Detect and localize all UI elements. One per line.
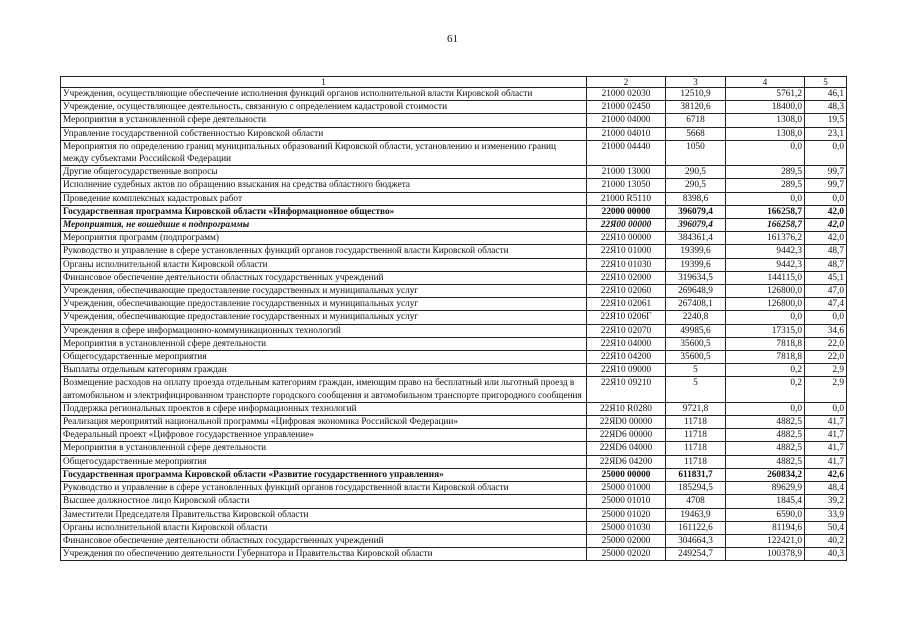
- row-value-actual: 9442,3: [726, 245, 805, 258]
- row-value-plan: 5: [666, 377, 726, 402]
- column-header: 1: [61, 77, 587, 88]
- row-name: Мероприятия по определению границ муниципальных образований Кировской области, установлению и изменению границ между субъектами Российской Федерации: [61, 140, 587, 165]
- row-value-actual: 166258,7: [726, 219, 805, 232]
- row-value-actual: 289,5: [726, 166, 805, 179]
- row-value-percent: 0,0: [805, 140, 847, 165]
- row-value-percent: 0,0: [805, 402, 847, 415]
- row-code: 22Я10 04000: [587, 337, 666, 350]
- row-name: Мероприятия в установленной сфере деятельности: [61, 114, 587, 127]
- row-value-percent: 48,7: [805, 245, 847, 258]
- row-value-percent: 0,0: [805, 192, 847, 205]
- page-number: 61: [447, 33, 458, 45]
- row-code: 21000 R5110: [587, 192, 666, 205]
- row-value-actual: 18400,0: [726, 101, 805, 114]
- row-name: Мероприятия в установленной сфере деятельности: [61, 337, 587, 350]
- table-row: [61, 127, 847, 140]
- row-name: Федеральный проект «Цифровое государственное управление»: [61, 429, 587, 442]
- row-name: Общегосударственные мероприятия: [61, 351, 587, 364]
- row-value-plan: 304664,3: [666, 534, 726, 547]
- row-value-actual: 7818,8: [726, 351, 805, 364]
- table-row: [61, 377, 847, 402]
- row-value-actual: 260834,2: [726, 468, 805, 481]
- row-name: Заместители Председателя Правительства Кировской области: [61, 508, 587, 521]
- row-value-actual: 81194,6: [726, 521, 805, 534]
- row-value-percent: 48,4: [805, 482, 847, 495]
- table-row: [61, 232, 847, 245]
- row-value-percent: 47,0: [805, 285, 847, 298]
- row-value-actual: 144115,0: [726, 271, 805, 284]
- table-row: [61, 364, 847, 377]
- row-code: 21000 04010: [587, 127, 666, 140]
- row-name: Государственная программа Кировской области «Развитие государственного управления»: [61, 468, 587, 481]
- row-value-plan: 35600,5: [666, 337, 726, 350]
- row-code: 22Я10 02060: [587, 285, 666, 298]
- row-name: Общегосударственные мероприятия: [61, 455, 587, 468]
- row-value-actual: 0,0: [726, 311, 805, 324]
- row-value-percent: 47,4: [805, 298, 847, 311]
- row-value-plan: 185294,5: [666, 482, 726, 495]
- row-value-plan: 2240,8: [666, 311, 726, 324]
- row-value-actual: 126800,0: [726, 285, 805, 298]
- row-value-percent: 42,0: [805, 219, 847, 232]
- row-value-actual: 0,0: [726, 192, 805, 205]
- row-value-percent: 50,4: [805, 521, 847, 534]
- row-value-plan: 38120,6: [666, 101, 726, 114]
- budget-table: [60, 76, 847, 561]
- row-code: 21000 04440: [587, 140, 666, 165]
- row-value-plan: 319634,5: [666, 271, 726, 284]
- row-value-percent: 41,7: [805, 416, 847, 429]
- row-value-actual: 17315,0: [726, 324, 805, 337]
- row-value-plan: 11718: [666, 455, 726, 468]
- row-value-percent: 99,7: [805, 166, 847, 179]
- row-name: Учреждение, осуществляющее деятельность, связанную с определением кадастровой стоимости: [61, 101, 587, 114]
- table-row: [61, 114, 847, 127]
- row-value-actual: 1308,0: [726, 127, 805, 140]
- table-row: [61, 245, 847, 258]
- row-value-plan: 19399,6: [666, 258, 726, 271]
- row-value-percent: 42,6: [805, 468, 847, 481]
- row-value-percent: 40,3: [805, 548, 847, 561]
- row-value-plan: 49985,6: [666, 324, 726, 337]
- row-code: 22ЯD6 04200: [587, 455, 666, 468]
- row-value-percent: 19,5: [805, 114, 847, 127]
- table-row: [61, 351, 847, 364]
- row-code: 21000 02030: [587, 88, 666, 101]
- row-value-plan: 269648,9: [666, 285, 726, 298]
- row-value-actual: 4882,5: [726, 455, 805, 468]
- table-row: [61, 192, 847, 205]
- row-code: 22Я10 09000: [587, 364, 666, 377]
- table-row: [61, 455, 847, 468]
- row-value-percent: 48,3: [805, 101, 847, 114]
- table-row: [61, 140, 847, 165]
- row-value-plan: 161122,6: [666, 521, 726, 534]
- table-row: [61, 179, 847, 192]
- row-name: Выплаты отдельным категориям граждан: [61, 364, 587, 377]
- table-row: [61, 271, 847, 284]
- row-value-percent: 33,9: [805, 508, 847, 521]
- row-code: 22Я10 02061: [587, 298, 666, 311]
- row-value-plan: 396079,4: [666, 205, 726, 218]
- row-code: 22Я10 09210: [587, 377, 666, 402]
- row-value-plan: 290,5: [666, 166, 726, 179]
- row-value-plan: 290,5: [666, 179, 726, 192]
- table-row: [61, 442, 847, 455]
- row-value-plan: 11718: [666, 416, 726, 429]
- row-value-actual: 0,0: [726, 402, 805, 415]
- row-value-actual: 7818,8: [726, 337, 805, 350]
- row-name: Реализация мероприятий национальной программы «Цифровая экономика Российской Федерации»: [61, 416, 587, 429]
- row-value-percent: 46,1: [805, 88, 847, 101]
- table-row: [61, 416, 847, 429]
- table-row: [61, 495, 847, 508]
- row-value-plan: 35600,5: [666, 351, 726, 364]
- row-value-percent: 0,0: [805, 311, 847, 324]
- row-value-plan: 19399,6: [666, 245, 726, 258]
- row-value-percent: 22,0: [805, 351, 847, 364]
- column-header: 4: [726, 77, 805, 88]
- row-code: 21000 02450: [587, 101, 666, 114]
- table-row: [61, 548, 847, 561]
- row-code: 25000 01010: [587, 495, 666, 508]
- row-value-percent: 2,9: [805, 364, 847, 377]
- row-name: Возмещение расходов на оплату проезда отдельным категориям граждан, имеющим право на бесплатный или льготный проезд в автомобильном и электрифицированном транспорте городского сообщения и автомобильном транспорте пригородного сообщения: [61, 377, 587, 402]
- row-code: 22ЯD0 00000: [587, 416, 666, 429]
- table-row: [61, 402, 847, 415]
- row-value-percent: 41,7: [805, 455, 847, 468]
- row-value-plan: 396079,4: [666, 219, 726, 232]
- table-row: [61, 285, 847, 298]
- row-value-plan: 5668: [666, 127, 726, 140]
- row-name: Органы исполнительной власти Кировской области: [61, 258, 587, 271]
- row-code: 22Я10 0206Г: [587, 311, 666, 324]
- table-row: [61, 482, 847, 495]
- row-name: Финансовое обеспечение деятельности областных государственных учреждений: [61, 534, 587, 547]
- row-value-plan: 611831,7: [666, 468, 726, 481]
- row-value-actual: 9442,3: [726, 258, 805, 271]
- table-row: [61, 258, 847, 271]
- table-row: [61, 311, 847, 324]
- row-value-plan: 19463,9: [666, 508, 726, 521]
- row-name: Высшее должностное лицо Кировской области: [61, 495, 587, 508]
- row-value-plan: 8398,6: [666, 192, 726, 205]
- table-row: [61, 298, 847, 311]
- row-code: 25000 01030: [587, 521, 666, 534]
- table-row: [61, 205, 847, 218]
- row-code: 25000 01020: [587, 508, 666, 521]
- row-value-actual: 0,2: [726, 377, 805, 402]
- table-header-row: [61, 77, 847, 88]
- row-value-percent: 48,7: [805, 258, 847, 271]
- row-name: Поддержка региональных проектов в сфере информационных технологий: [61, 402, 587, 415]
- row-value-plan: 11718: [666, 442, 726, 455]
- row-value-actual: 5761,2: [726, 88, 805, 101]
- row-value-plan: 6718: [666, 114, 726, 127]
- row-value-actual: 6590,0: [726, 508, 805, 521]
- row-value-actual: 100378,9: [726, 548, 805, 561]
- table-row: [61, 166, 847, 179]
- row-value-actual: 4882,5: [726, 416, 805, 429]
- row-value-actual: 161376,2: [726, 232, 805, 245]
- row-value-percent: 41,7: [805, 442, 847, 455]
- table-row: [61, 101, 847, 114]
- table-body: [61, 88, 847, 561]
- row-name: Учреждения в сфере информационно-коммуникационных технологий: [61, 324, 587, 337]
- row-name: Учреждения, осуществляющие обеспечение исполнения функций органов исполнительной власти Кировской области: [61, 88, 587, 101]
- column-header: 5: [805, 77, 847, 88]
- row-name: Финансовое обеспечение деятельности областных государственных учреждений: [61, 271, 587, 284]
- row-value-percent: 40,2: [805, 534, 847, 547]
- row-code: 22Я10 01030: [587, 258, 666, 271]
- row-code: 25000 00000: [587, 468, 666, 481]
- column-header: 3: [666, 77, 726, 88]
- row-code: 21000 04000: [587, 114, 666, 127]
- table-row: [61, 337, 847, 350]
- row-name: Другие общегосударственные вопросы: [61, 166, 587, 179]
- row-value-plan: 5: [666, 364, 726, 377]
- table-row: [61, 88, 847, 101]
- row-value-actual: 0,2: [726, 364, 805, 377]
- table-row: [61, 508, 847, 521]
- row-name: Государственная программа Кировской области «Информационное общество»: [61, 205, 587, 218]
- row-name: Учреждения, обеспечивающие предоставление государственных и муниципальных услуг: [61, 298, 587, 311]
- row-code: 22Я10 02070: [587, 324, 666, 337]
- row-code: 22Я10 02000: [587, 271, 666, 284]
- table-row: [61, 429, 847, 442]
- row-value-actual: 0,0: [726, 140, 805, 165]
- row-name: Руководство и управление в сфере установленных функций органов государственной власти Кировской области: [61, 245, 587, 258]
- row-value-actual: 289,5: [726, 179, 805, 192]
- row-value-percent: 42,0: [805, 232, 847, 245]
- row-name: Мероприятия программ (подпрограмм): [61, 232, 587, 245]
- row-code: 22Я10 04200: [587, 351, 666, 364]
- row-name: Учреждения по обеспечению деятельности Губернатора и Правительства Кировской области: [61, 548, 587, 561]
- row-value-actual: 4882,5: [726, 429, 805, 442]
- row-code: 22ЯD6 04000: [587, 442, 666, 455]
- row-value-plan: 11718: [666, 429, 726, 442]
- table-row: [61, 219, 847, 232]
- table-row: [61, 324, 847, 337]
- row-value-plan: 9721,8: [666, 402, 726, 415]
- row-value-actual: 166258,7: [726, 205, 805, 218]
- table-row: [61, 521, 847, 534]
- row-value-plan: 249254,7: [666, 548, 726, 561]
- row-value-plan: 1050: [666, 140, 726, 165]
- row-value-plan: 267408,1: [666, 298, 726, 311]
- row-value-percent: 22,0: [805, 337, 847, 350]
- row-code: 25000 02020: [587, 548, 666, 561]
- row-name: Исполнение судебных актов по обращению взыскания на средства областного бюджета: [61, 179, 587, 192]
- row-code: 25000 02000: [587, 534, 666, 547]
- row-code: 22000 00000: [587, 205, 666, 218]
- row-value-percent: 23,1: [805, 127, 847, 140]
- row-value-plan: 384361,4: [666, 232, 726, 245]
- row-name: Управление государственной собственностью Кировской области: [61, 127, 587, 140]
- row-code: 21000 13000: [587, 166, 666, 179]
- row-value-percent: 2,9: [805, 377, 847, 402]
- row-name: Учреждения, обеспечивающие предоставление государственных и муниципальных услуг: [61, 311, 587, 324]
- row-code: 22ЯD6 00000: [587, 429, 666, 442]
- row-value-percent: 99,7: [805, 179, 847, 192]
- row-value-actual: 122421,0: [726, 534, 805, 547]
- row-code: 22Я10 R0280: [587, 402, 666, 415]
- row-value-plan: 12510,9: [666, 88, 726, 101]
- row-value-actual: 126800,0: [726, 298, 805, 311]
- row-value-percent: 42,0: [805, 205, 847, 218]
- row-code: 22Я10 00000: [587, 232, 666, 245]
- row-value-actual: 89629,9: [726, 482, 805, 495]
- row-value-percent: 45,1: [805, 271, 847, 284]
- column-header: 2: [587, 77, 666, 88]
- row-value-plan: 4708: [666, 495, 726, 508]
- row-value-percent: 34,6: [805, 324, 847, 337]
- row-code: 21000 13050: [587, 179, 666, 192]
- row-value-percent: 41,7: [805, 429, 847, 442]
- row-name: Мероприятия в установленной сфере деятельности: [61, 442, 587, 455]
- row-name: Учреждения, обеспечивающие предоставление государственных и муниципальных услуг: [61, 285, 587, 298]
- row-name: Руководство и управление в сфере установленных функций органов государственной власти Кировской области: [61, 482, 587, 495]
- row-code: 22Я00 00000: [587, 219, 666, 232]
- row-value-percent: 39,2: [805, 495, 847, 508]
- row-name: Мероприятия, не вошедшие в подпрограммы: [61, 219, 587, 232]
- table-row: [61, 468, 847, 481]
- row-code: 22Я10 01000: [587, 245, 666, 258]
- row-value-actual: 4882,5: [726, 442, 805, 455]
- table-row: [61, 534, 847, 547]
- row-name: Органы исполнительной власти Кировской области: [61, 521, 587, 534]
- row-value-actual: 1308,0: [726, 114, 805, 127]
- row-name: Проведение комплексных кадастровых работ: [61, 192, 587, 205]
- row-code: 25000 01000: [587, 482, 666, 495]
- row-value-actual: 1845,4: [726, 495, 805, 508]
